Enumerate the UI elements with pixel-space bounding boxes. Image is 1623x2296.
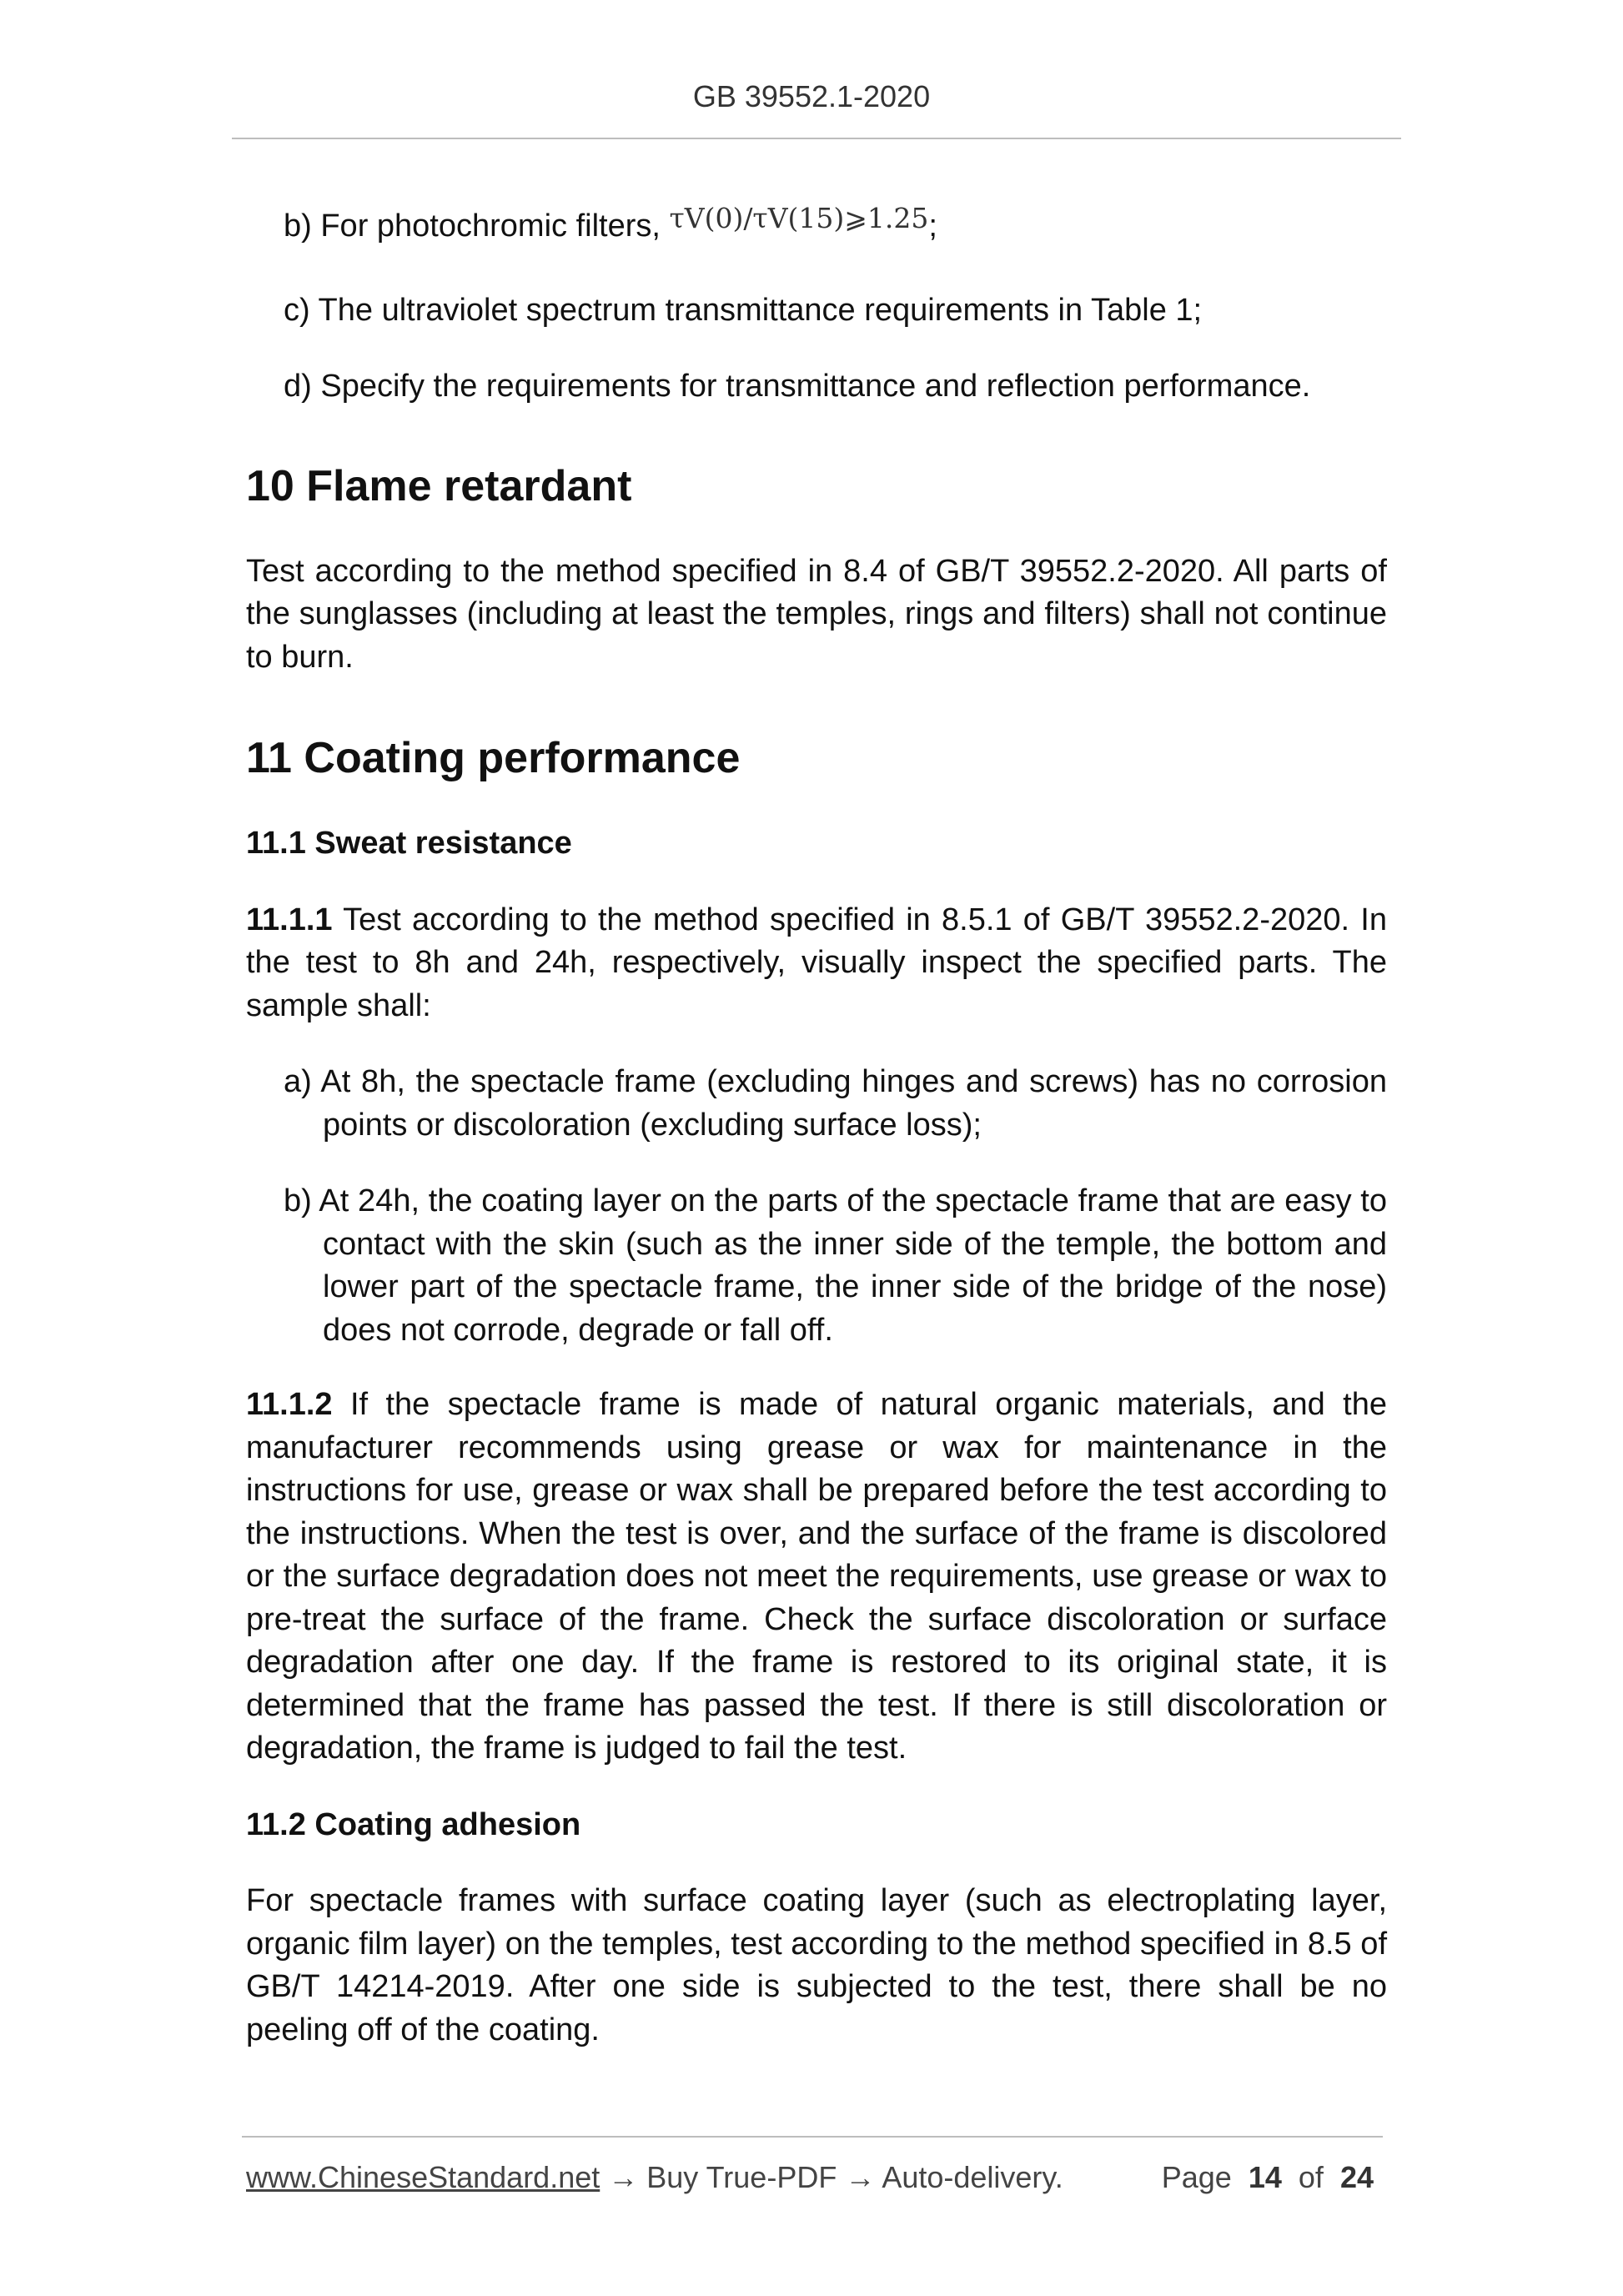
section-11-2-body: For spectacle frames with surface coating layer (such as electroplating layer, organic film layer) on the temples, test according to the method specified in 8.5 of GB/T 14214-2019. After one side is subjected to the test, there shall be no peeling off of the coating. <box>246 1883 1387 2047</box>
section-10-title: 10 Flame retardant <box>246 461 632 510</box>
list-item-b-photochromic: b) For photochromic filters, τV(0)/τV(15)⩾1.25; <box>284 202 937 244</box>
page-number: 14 <box>1248 2160 1282 2194</box>
list-item-b-24h: b) At 24h, the coating layer on the parts of the spectacle frame that are easy to contact with the skin (such as the inner side of the temple, the bottom and lower part of the spectacle frame, the inner side of the bridge of the nose) does not corrode, degrade or fall off. <box>284 1183 1387 1348</box>
footer-tagline: → Buy True-PDF → Auto-delivery. <box>600 2160 1063 2194</box>
list-item-c-ultraviolet: c) The ultraviolet spectrum transmittance requirements in Table 1; <box>284 292 1203 328</box>
website-link[interactable]: www.ChineseStandard.net <box>246 2160 600 2194</box>
section-11-title: 11 Coating performance <box>246 734 741 782</box>
clause-number: 11.1.2 <box>246 1387 333 1422</box>
page-footer <box>246 2160 1380 2195</box>
list-item-d-transmittance: d) Specify the requirements for transmittance and reflection performance. <box>284 369 1311 404</box>
section-11-2-title: 11.2 Coating adhesion <box>246 1806 581 1842</box>
header-divider <box>232 138 1401 139</box>
footer-divider <box>242 2136 1383 2138</box>
document-header: GB 39552.1-2020 <box>692 79 931 113</box>
list-item-a-8h: a) At 8h, the spectacle frame (excluding hinges and screws) has no corrosion points or discoloration (excluding surface loss); <box>284 1064 1387 1143</box>
clause-11-1-2: 11.1.2 If the spectacle frame is made of natural organic materials, and the manufacturer recommends using grease or wax for maintenance in the instructions for use, grease or wax shall be prepared before the test according to the instructions. When the test is over, and the surface of the frame is discolored or the surface degradation does not meet the requirements, use grease or wax to pre-treat the surface of the frame. Check the surface discoloration or surface degradation after one day. If the frame is restored to its original state, it is determined that the frame has passed the test. If there is still discoloration or degradation, the frame is judged to fail the test. <box>246 1387 1387 1766</box>
clause-11-1-1: 11.1.1 Test according to the method specified in 8.5.1 of GB/T 39552.2-2020. In the test to 8h and 24h, respectively, visually inspect the specified parts. The sample shall: <box>246 902 1387 1023</box>
section-10-body: Test according to the method specified in 8.4 of GB/T 39552.2-2020. All parts of the sunglasses (including at least the temples, rings and filters) shall not continue to burn. <box>246 553 1387 675</box>
formula: τV(0)/τV(15)⩾1.25 <box>669 202 929 234</box>
clause-number: 11.1.1 <box>246 902 333 937</box>
page-total: 24 <box>1339 2160 1374 2194</box>
page-indicator: Page 14 of 24 <box>1161 2160 1374 2194</box>
section-11-1-title: 11.1 Sweat resistance <box>246 826 572 861</box>
page-content <box>246 175 1387 2052</box>
